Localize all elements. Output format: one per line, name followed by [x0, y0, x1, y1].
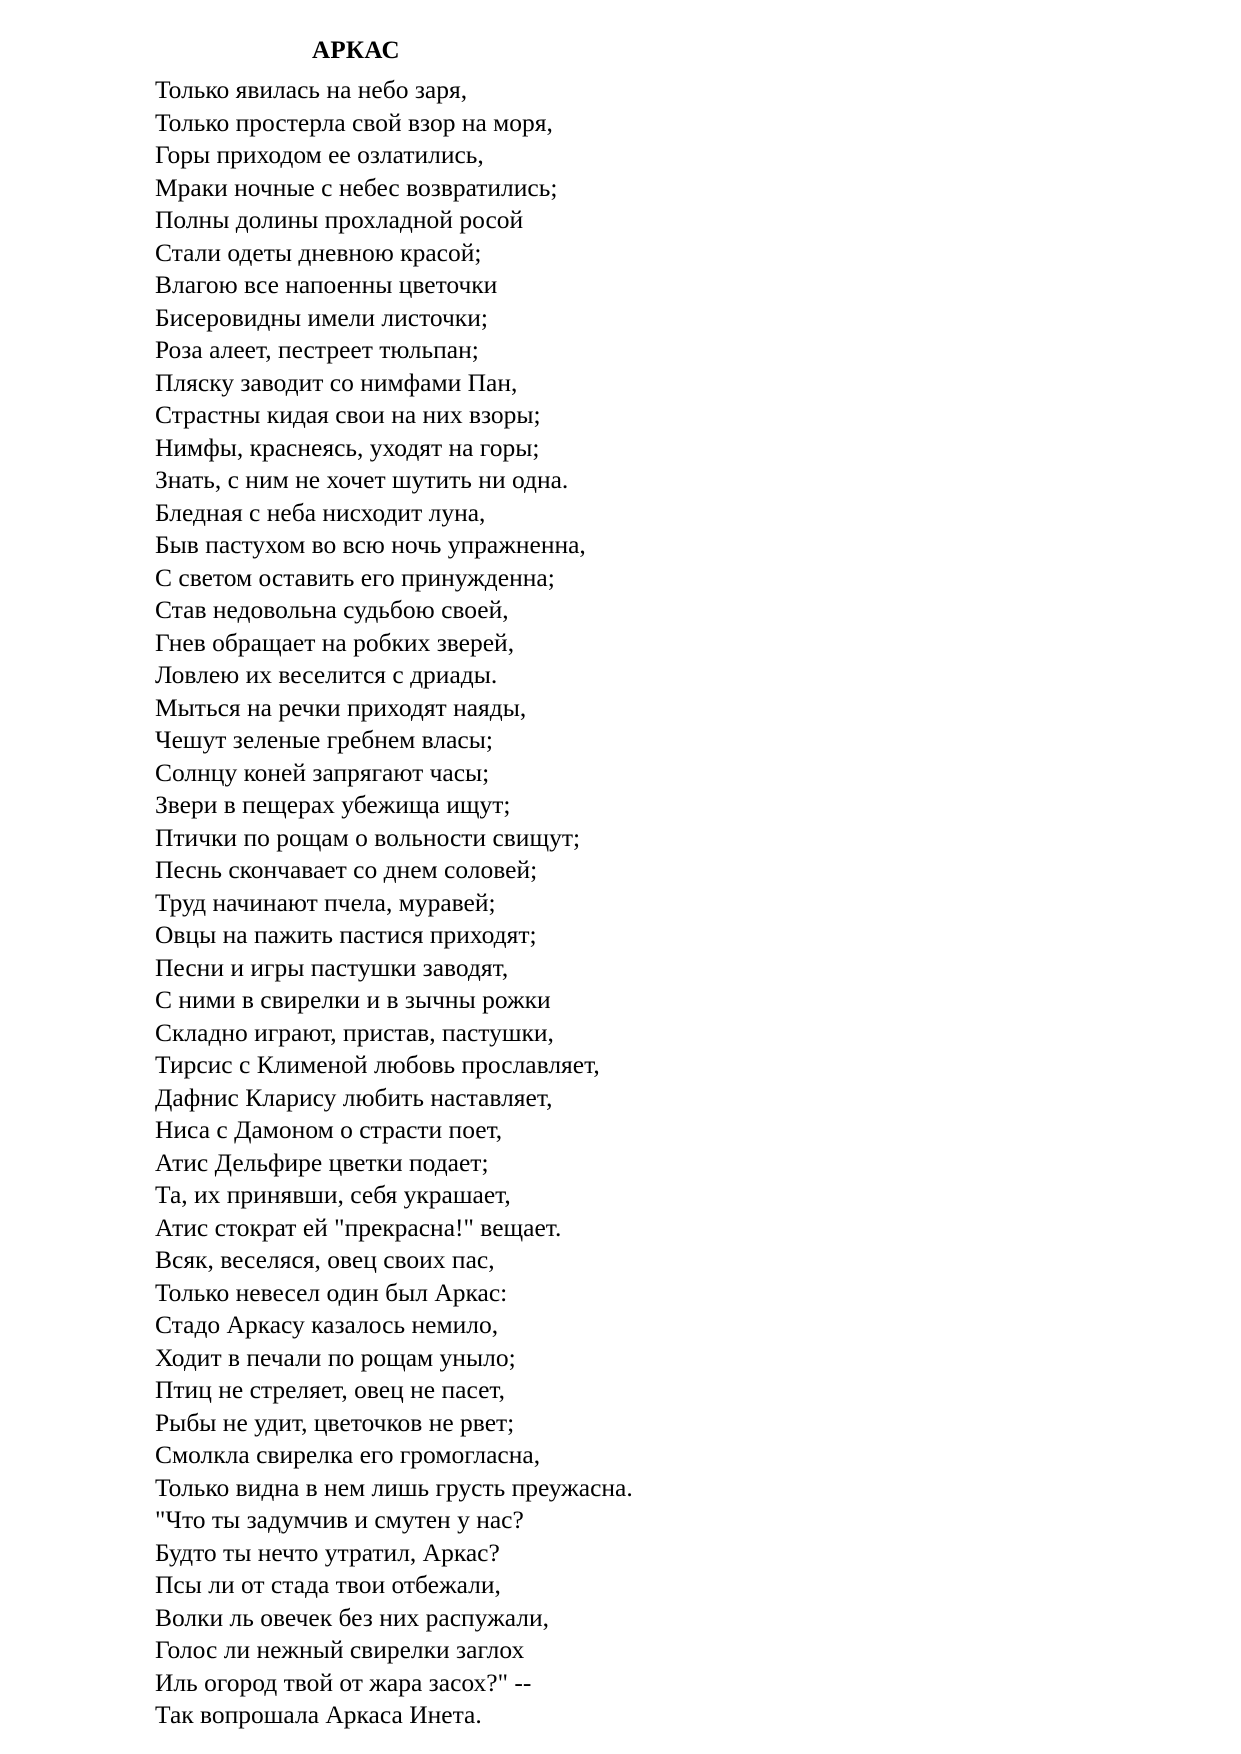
- poem-line: Солнцу коней запрягают часы;: [155, 757, 490, 787]
- poem-line: Складно играют, пристав, пастушки,: [155, 1017, 554, 1047]
- poem-line: Птиц не стреляет, овец не пасет,: [155, 1375, 505, 1404]
- poem-line: Труд начинают пчела, муравей;: [155, 887, 496, 917]
- poem-line: Полны долины прохладной росой: [155, 205, 524, 234]
- poem-line: Дафнис Кларису любить наставляет,: [155, 1082, 553, 1112]
- poem-line: Будто ты нечто утратил, Аркас?: [155, 1537, 500, 1567]
- poem-line: Тирсис с Клименой любовь прославляет,: [155, 1050, 600, 1079]
- poem-line: Та, их принявши, себя украшает,: [155, 1180, 511, 1209]
- poem-line: Песни и игры пастушки заводят,: [155, 952, 509, 982]
- poem-line: Знать, с ним не хочет шутить ни одна.: [155, 465, 569, 494]
- poem-line: Чешут зеленые гребнем власы;: [155, 725, 493, 754]
- poem-line: Быв пастухом во всю ночь упражненна,: [155, 530, 586, 559]
- poem-line: Мраки ночные с небес возвратились;: [155, 172, 558, 202]
- poem-line: Атис Дельфире цветки подает;: [155, 1147, 489, 1177]
- poem-line: Горы приходом ее озлатились,: [155, 140, 484, 169]
- poem-line: Овцы на пажить пастися приходят;: [155, 920, 537, 949]
- poem-line: Мыться на речки приходят наяды,: [155, 692, 527, 722]
- poem-line: Бледная с неба нисходит луна,: [155, 497, 486, 527]
- poem-line: Ходит в печали по рощам уныло;: [155, 1342, 516, 1372]
- poem-line: Только простерла свой взор на моря,: [155, 107, 553, 137]
- poem-line: Бисеровидны имели листочки;: [155, 302, 488, 332]
- poem-line: Атис стократ ей "прекрасна!" вещает.: [155, 1212, 562, 1242]
- poem-line: Песнь скончавает со днем соловей;: [155, 855, 538, 884]
- poem-line: Роза алеет, пестреет тюльпан;: [155, 335, 479, 364]
- poem-line: Страстны кидая свои на них взоры;: [155, 400, 541, 429]
- poem-line: Став недовольна судьбою своей,: [155, 595, 509, 624]
- poem-line: Нимфы, краснеясь, уходят на горы;: [155, 432, 540, 462]
- poem-line: Ловлею их веселится с дриады.: [155, 660, 498, 689]
- poem-line: Только явилась на небо заря,: [155, 75, 468, 104]
- poem-line: "Что ты задумчив и смутен у нас?: [155, 1505, 524, 1534]
- poem-line: Ниса с Дамоном о страсти поет,: [155, 1115, 503, 1144]
- poem-line: Так вопрошала Аркаса Инета.: [155, 1700, 482, 1729]
- poem-line: Волки ль овечек без них распужали,: [155, 1602, 550, 1632]
- poem-line: Псы ли от стада твои отбежали,: [155, 1570, 501, 1599]
- poem-line: Пляску заводит со нимфами Пан,: [155, 367, 518, 397]
- poem-line: Голос ли нежный свирелки заглох: [155, 1635, 525, 1664]
- poem-line: Звери в пещерах убежища ищут;: [155, 790, 511, 819]
- poem-body: [155, 74, 633, 1732]
- poem-line: С ними в свирелки и в зычны рожки: [155, 985, 551, 1014]
- poem-line: Только видна в нем лишь грусть преужасна.: [155, 1472, 633, 1502]
- poem-title: АРКАС: [312, 37, 400, 64]
- poem-line: Стадо Аркасу казалось немило,: [155, 1310, 499, 1339]
- poem-line: Гнев обращает на робких зверей,: [155, 627, 515, 657]
- poem-line: Птички по рощам о вольности свищут;: [155, 822, 581, 852]
- poem-line: Всяк, веселяся, овец своих пас,: [155, 1245, 495, 1274]
- poem-line: Влагою все напоенны цветочки: [155, 270, 498, 299]
- poem-line: С светом оставить его принужденна;: [155, 562, 555, 592]
- poem-line: Иль огород твой от жара засох?" --: [155, 1667, 532, 1697]
- poem-line: Рыбы не удит, цветочков не рвет;: [155, 1407, 515, 1437]
- poem-line: Смолкла свирелка его громогласна,: [155, 1440, 541, 1469]
- poem-line: Стали одеты дневною красой;: [155, 237, 482, 267]
- poem-line: Только невесел один был Аркас:: [155, 1277, 508, 1307]
